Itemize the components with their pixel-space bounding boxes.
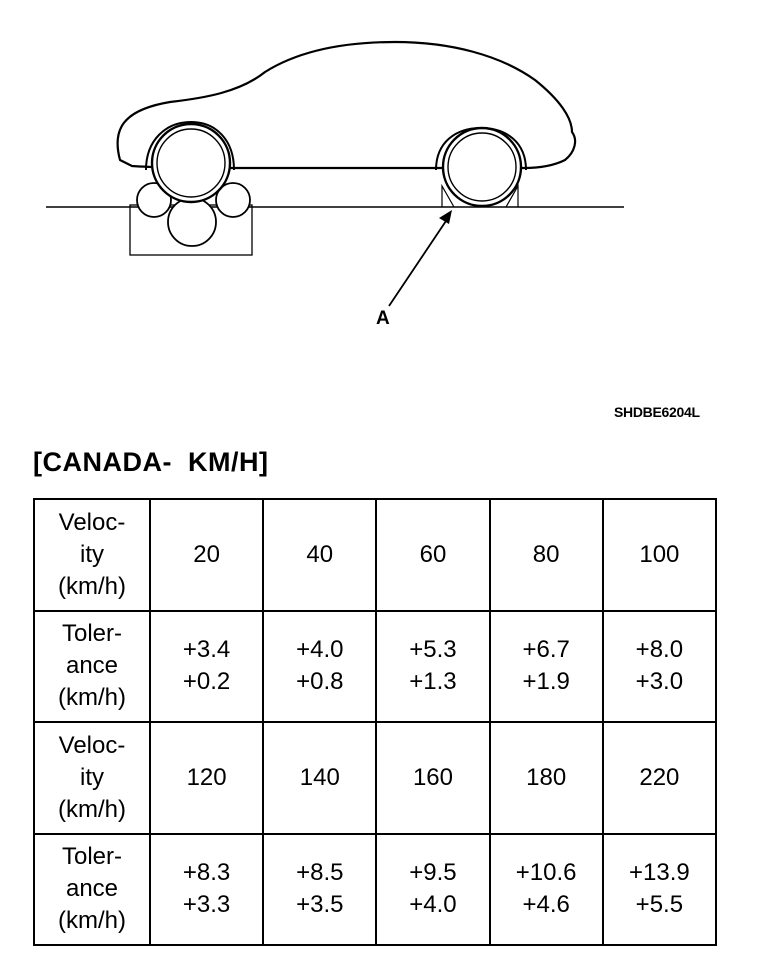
value-cell xyxy=(150,834,263,946)
cell-value: +0.2 xyxy=(182,668,231,696)
table-row xyxy=(34,722,716,834)
cell-value: 140 xyxy=(299,763,340,791)
row-header-line: Toler- xyxy=(61,620,122,648)
row-header-line: ity xyxy=(80,540,104,568)
section-title: [CANADA- KM/H] xyxy=(33,447,269,477)
roller-center xyxy=(168,198,216,246)
cell-value: 100 xyxy=(639,540,680,568)
value-cell xyxy=(603,722,716,834)
value-cell xyxy=(603,499,716,611)
value-cell xyxy=(490,499,603,611)
row-header-cell xyxy=(34,834,150,946)
cell-value: +4.0 xyxy=(409,891,457,919)
row-header-line: (km/h) xyxy=(58,795,126,823)
cell-value: 120 xyxy=(186,763,227,791)
figure-code: SHDBE6204L xyxy=(614,404,700,420)
cell-value: 160 xyxy=(412,763,453,791)
table-row xyxy=(34,611,716,723)
cell-value: 20 xyxy=(193,540,220,568)
cell-value: +5.3 xyxy=(409,636,457,664)
row-header-line: Veloc- xyxy=(58,508,126,536)
cell-value: +3.5 xyxy=(296,891,344,919)
value-cell xyxy=(490,722,603,834)
value-cell xyxy=(376,499,489,611)
row-header-line: ity xyxy=(80,763,104,791)
value-cell xyxy=(490,834,603,946)
value-cell xyxy=(150,611,263,723)
cell-value: +5.5 xyxy=(635,891,684,919)
cell-value: +8.5 xyxy=(296,859,344,887)
cell-value: +8.0 xyxy=(635,636,684,664)
cell-value: 40 xyxy=(306,540,334,568)
row-header-line: Veloc- xyxy=(58,731,126,759)
cell-value: +1.3 xyxy=(409,668,457,696)
cell-value: +4.0 xyxy=(296,636,344,664)
row-header-cell xyxy=(34,611,150,723)
value-cell xyxy=(603,834,716,946)
table-row xyxy=(34,834,716,946)
velocity-tolerance-table xyxy=(33,498,717,946)
cell-value: +13.9 xyxy=(629,859,690,887)
cell-value: +3.4 xyxy=(182,636,231,664)
row-header-line: ance xyxy=(65,875,119,903)
cell-value: +10.6 xyxy=(515,859,577,887)
cell-value: +1.9 xyxy=(522,668,570,696)
value-cell xyxy=(263,834,376,946)
cell-value: +3.3 xyxy=(182,891,231,919)
cell-value: 80 xyxy=(532,540,560,568)
row-header-cell xyxy=(34,722,150,834)
cell-value: +6.7 xyxy=(522,636,570,664)
callout-arrow-line xyxy=(389,215,450,306)
cell-value: +4.6 xyxy=(522,891,570,919)
value-cell xyxy=(376,722,489,834)
value-cell xyxy=(150,499,263,611)
cell-value: 60 xyxy=(419,540,447,568)
speedometer-test-diagram xyxy=(0,0,768,400)
table-row xyxy=(34,499,716,611)
value-cell xyxy=(490,611,603,723)
row-header-line: (km/h) xyxy=(58,572,126,600)
row-header-line: Toler- xyxy=(61,843,122,871)
cell-value: 180 xyxy=(526,763,567,791)
value-cell xyxy=(376,834,489,946)
row-header-line: (km/h) xyxy=(58,907,126,935)
row-header-line: (km/h) xyxy=(58,684,126,712)
callout-arrowhead xyxy=(439,210,452,224)
rear-wheel-outer xyxy=(443,128,521,206)
value-cell xyxy=(376,611,489,723)
value-cell xyxy=(150,722,263,834)
row-header-cell xyxy=(34,499,150,611)
cell-value: +9.5 xyxy=(409,859,457,887)
value-cell xyxy=(263,722,376,834)
cell-value: 220 xyxy=(639,763,680,791)
value-cell xyxy=(603,611,716,723)
row-header-line: ance xyxy=(65,652,119,680)
value-cell xyxy=(263,611,376,723)
cell-value: +3.0 xyxy=(635,668,684,696)
value-cell xyxy=(263,499,376,611)
callout-label: A xyxy=(376,308,390,329)
cell-value: +8.3 xyxy=(182,859,231,887)
front-wheel-outer xyxy=(152,124,230,202)
cell-value: +0.8 xyxy=(296,668,344,696)
